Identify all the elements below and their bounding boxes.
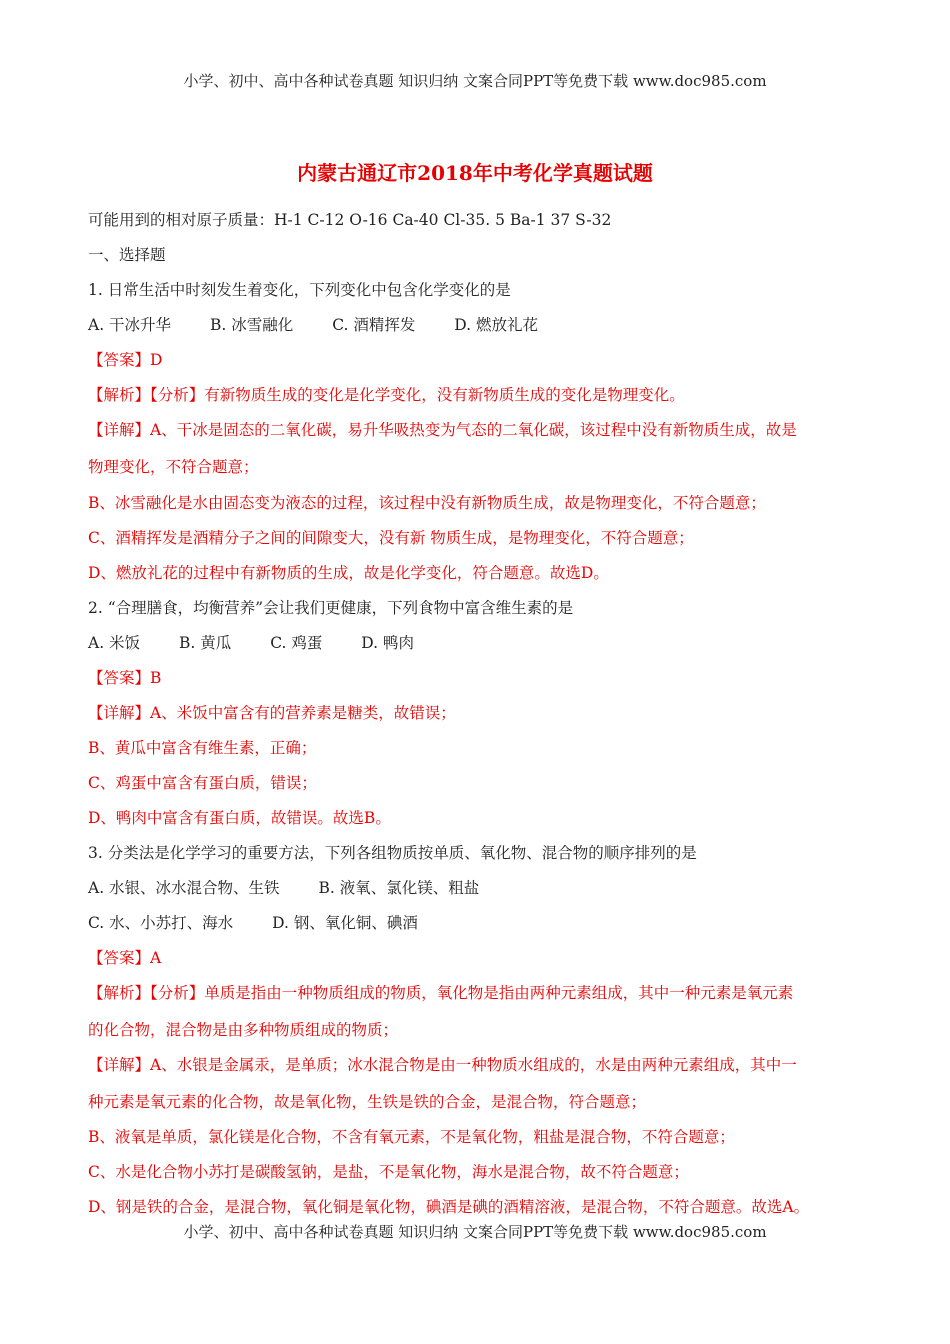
question-1-detail: 【详解】A、干冰是固态的二氧化碳，易升华吸热变为气态的二氧化碳，该过程中没有新物质生成，故是 bbox=[88, 421, 797, 439]
page-title: 内蒙古通辽市2018年中考化学真题试题 bbox=[297, 161, 653, 185]
question-2-detail-c: C、鸡蛋中富含有蛋白质，错误； bbox=[88, 774, 317, 792]
page-header: 小学、初中、高中各种试卷真题 知识归纳 文案合同PPT等免费下载 www.doc985.com bbox=[183, 72, 767, 90]
question-3-detail-c: C、水是化合物小苏打是碳酸氢钠，是盐，不是氧化物，海水是混合物，故不符合题意； bbox=[88, 1163, 689, 1181]
option-c: C. 水、小苏打、海水 bbox=[88, 914, 234, 932]
option-c: C. 酒精挥发 bbox=[332, 316, 416, 334]
question-1-stem: 1. 日常生活中时刻发生着变化，下列变化中包含化学变化的是 bbox=[88, 281, 511, 299]
question-3-detail-b: B、液氧是单质，氯化镁是化合物，不含有氧元素，不是氧化物，粗盐是混合物，不符合题意； bbox=[88, 1128, 735, 1146]
question-1-analysis: 【解析】【分析】有新物质生成的变化是化学变化，没有新物质生成的变化是物理变化。 bbox=[88, 386, 685, 404]
question-2-answer: 【答案】B bbox=[88, 669, 162, 687]
question-3-detail-d: D、钢是铁的合金，是混合物，氧化铜是氧化物，碘酒是碘的酒精溶液，是混合物，不符合题意。故选A。 bbox=[88, 1198, 810, 1216]
question-1-detail-cont: 物理变化，不符合题意； bbox=[88, 458, 259, 476]
question-2-stem: 2. “合理膳食，均衡营养”会让我们更健康，下列食物中富含维生素的是 bbox=[88, 599, 574, 617]
option-a: A. 水银、冰水混合物、生铁 bbox=[88, 879, 280, 897]
option-b: B. 冰雪融化 bbox=[210, 316, 294, 334]
question-3-analysis: 【解析】【分析】单质是指由一种物质组成的物质，氧化物是指由两种元素组成，其中一种元素是氧元素 bbox=[88, 984, 794, 1002]
option-b: B. 液氧、氯化镁、粗盐 bbox=[318, 879, 480, 897]
question-3-options-row-1 bbox=[88, 878, 479, 898]
question-1-detail-d: D、燃放礼花的过程中有新物质的生成，故是化学变化，符合题意。故选D。 bbox=[88, 564, 609, 582]
question-3-answer: 【答案】A bbox=[88, 949, 162, 967]
question-2-options bbox=[88, 633, 414, 653]
option-a: A. 米饭 bbox=[88, 634, 141, 652]
question-2-detail-d: D、鸭肉中富含有蛋白质，故错误。故选B。 bbox=[88, 809, 391, 827]
atomic-mass-line: 可能用到的相对原子质量：H-1 C-12 O-16 Ca-40 Cl-35. 5 Ba-1 37 S-32 bbox=[88, 211, 612, 229]
option-d: D. 燃放礼花 bbox=[454, 316, 539, 334]
option-d: D. 钢、氧化铜、碘酒 bbox=[272, 914, 418, 932]
question-3-detail: 【详解】A、水银是金属汞，是单质；冰水混合物是由一种物质水组成的，水是由两种元素组成，其中一 bbox=[88, 1056, 797, 1074]
question-3-detail-cont: 种元素是氧元素的化合物，故是氧化物，生铁是铁的合金，是混合物，符合题意； bbox=[88, 1093, 647, 1111]
option-c: C. 鸡蛋 bbox=[270, 634, 323, 652]
question-3-stem: 3. 分类法是化学学习的重要方法，下列各组物质按单质、氧化物、混合物的顺序排列的是 bbox=[88, 844, 697, 862]
question-1-answer: 【答案】D bbox=[88, 351, 163, 369]
question-2-detail-b: B、黄瓜中富含有维生素，正确； bbox=[88, 739, 317, 757]
question-3-analysis-cont: 的化合物，混合物是由多种物质组成的物质； bbox=[88, 1021, 399, 1039]
option-d: D. 鸭肉 bbox=[361, 634, 415, 652]
section-heading: 一、选择题 bbox=[88, 246, 166, 264]
option-b: B. 黄瓜 bbox=[179, 634, 232, 652]
question-1-options bbox=[88, 315, 538, 335]
question-2-detail-a: 【详解】A、米饭中富含有的营养素是糖类，故错误； bbox=[88, 704, 456, 722]
question-3-options-row-2 bbox=[88, 913, 418, 933]
option-a: A. 干冰升华 bbox=[88, 316, 172, 334]
question-1-detail-b: B、冰雪融化是水由固态变为液态的过程，该过程中没有新物质生成，故是物理变化，不符合题意； bbox=[88, 494, 766, 512]
question-1-detail-c: C、酒精挥发是酒精分子之间的间隙变大，没有新 物质生成，是物理变化，不符合题意； bbox=[88, 529, 694, 547]
page-footer: 小学、初中、高中各种试卷真题 知识归纳 文案合同PPT等免费下载 www.doc985.com bbox=[183, 1223, 767, 1241]
